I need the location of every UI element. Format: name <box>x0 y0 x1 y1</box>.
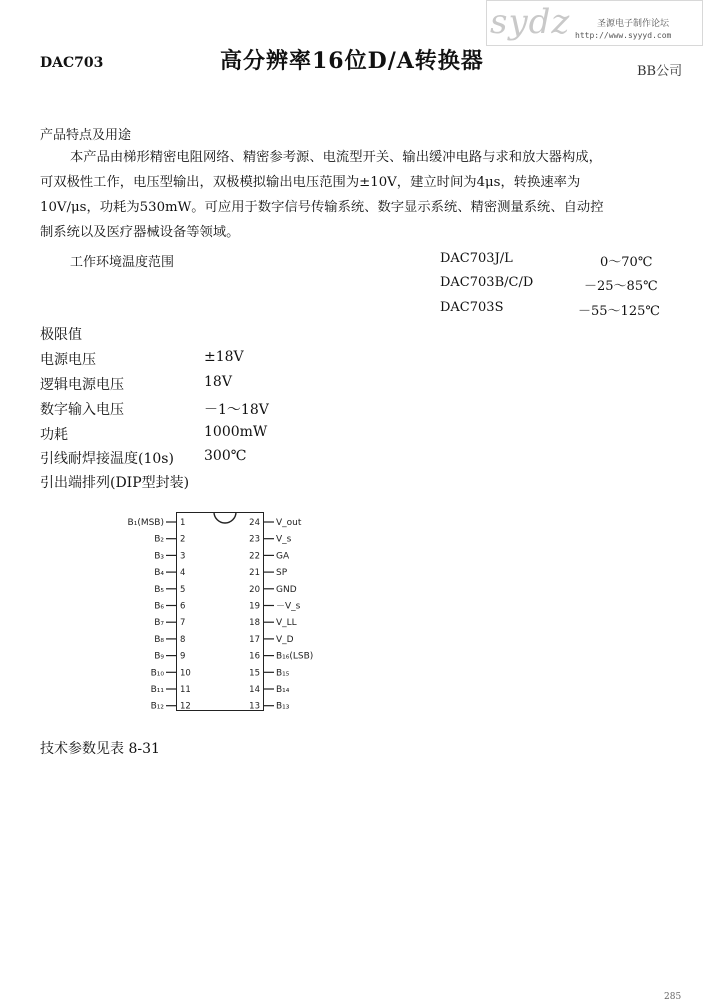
pin-number-13: 13 <box>249 701 260 712</box>
pin-label-16: B₁₆(LSB) <box>276 651 314 662</box>
features-heading: 产品特点及用途 <box>40 128 132 143</box>
pin-number-9: 9 <box>180 651 186 662</box>
limit-value-4: 1000mW <box>204 424 268 440</box>
watermark-url: http://www.syyyd.com <box>575 31 672 40</box>
pin-label-1: B₁(MSB) <box>127 518 164 528</box>
pin-label-4: B₄ <box>154 568 164 579</box>
pin-number-7: 7 <box>180 618 186 629</box>
temp-range-2: －25～85℃ <box>584 279 658 294</box>
ic-notch <box>214 512 236 523</box>
watermark-logo: sydz <box>490 2 571 42</box>
pin-number-18: 18 <box>249 618 260 629</box>
limit-label-4: 功耗 <box>40 427 68 443</box>
limit-label-3: 数字输入电压 <box>40 402 124 418</box>
limit-value-1: ±18V <box>204 349 244 365</box>
pin-number-4: 4 <box>180 568 186 579</box>
pin-number-21: 21 <box>249 568 260 579</box>
pin-number-16: 16 <box>249 651 260 662</box>
pin-label-21: SP <box>276 568 288 579</box>
pin-label-7: B₇ <box>154 618 164 629</box>
temp-range-1: 0～70℃ <box>600 255 653 270</box>
pin-number-10: 10 <box>180 668 191 679</box>
pin-label-22: GA <box>276 551 290 562</box>
pin-label-10: B₁₀ <box>150 668 164 679</box>
watermark-site-name: 圣源电子制作论坛 <box>597 19 670 29</box>
pin-number-8: 8 <box>180 634 186 645</box>
pin-label-17: V_D <box>276 634 294 645</box>
pin-number-15: 15 <box>249 668 260 679</box>
pin-number-12: 12 <box>180 701 191 712</box>
pinout-heading: 引出端排列(DIP型封装) <box>40 475 190 491</box>
pinout-diagram <box>100 505 350 715</box>
pin-label-23: V_s <box>276 534 292 545</box>
limit-value-2: 18V <box>204 374 232 390</box>
pin-number-5: 5 <box>180 584 186 595</box>
temp-model-3: DAC703S <box>440 300 504 315</box>
features-line-1: 本产品由梯形精密电阻网络、精密参考源、电流型开关、输出缓冲电路与求和放大器构成， <box>70 150 602 165</box>
features-line-3: 10V/μs，功耗为530mW。可应用于数字信号传输系统、数字显示系统、精密测量系统、自动控 <box>40 200 604 215</box>
company-name: BB公司 <box>637 64 683 79</box>
pin-label-9: B₉ <box>154 651 164 662</box>
pin-number-3: 3 <box>180 551 186 562</box>
temp-model-1: DAC703J/L <box>440 251 513 266</box>
pin-number-6: 6 <box>180 601 186 612</box>
temp-model-2: DAC703B/C/D <box>440 275 534 290</box>
pin-number-20: 20 <box>249 584 260 595</box>
temp-range-3: －55～125℃ <box>578 304 660 319</box>
pin-number-19: 19 <box>249 601 260 612</box>
pin-number-24: 24 <box>249 518 260 528</box>
limits-heading: 极限值 <box>40 327 82 343</box>
limit-label-5: 引线耐焊接温度(10s) <box>40 451 174 467</box>
pin-label-20: GND <box>276 584 297 595</box>
pin-number-23: 23 <box>249 534 260 545</box>
features-line-4: 制系统以及医疗器械设备等领域。 <box>40 225 240 240</box>
page-number: 285 <box>664 992 682 1002</box>
pin-label-14: B₁₄ <box>276 685 290 695</box>
pin-label-15: B₁₅ <box>276 668 290 679</box>
pin-number-2: 2 <box>180 534 186 545</box>
pin-label-3: B₃ <box>154 551 164 562</box>
page-title: 高分辨率16位D/A转换器 <box>220 48 484 74</box>
reference-note: 技术参数见表 8-31 <box>40 741 160 757</box>
pin-number-11: 11 <box>180 685 191 695</box>
pin-label-6: B₆ <box>154 601 164 612</box>
model-number: DAC703 <box>40 55 104 71</box>
pin-label-8: B₈ <box>154 634 164 645</box>
pin-label-5: B₅ <box>154 584 164 595</box>
pin-number-14: 14 <box>249 685 260 695</box>
pin-label-13: B₁₃ <box>276 701 290 712</box>
pin-label-11: B₁₁ <box>150 685 164 695</box>
limit-value-5: 300℃ <box>204 448 247 464</box>
pin-label-12: B₁₂ <box>150 701 164 712</box>
pin-label-18: V_LL <box>276 618 297 629</box>
pin-label-24: V_out <box>276 518 302 528</box>
features-line-2: 可双极性工作，电压型输出，双极模拟输出电压范围为±10V，建立时间为4μs，转换速率为 <box>40 175 581 190</box>
pin-number-17: 17 <box>249 634 260 645</box>
pin-number-1: 1 <box>180 518 186 528</box>
limit-label-1: 电源电压 <box>40 352 96 368</box>
pin-label-2: B₂ <box>154 534 164 545</box>
pin-label-19: －V_s <box>276 601 301 612</box>
temp-label: 工作环境温度范围 <box>70 255 175 270</box>
pin-number-22: 22 <box>249 551 260 562</box>
limit-value-3: －1～18V <box>204 402 269 418</box>
limit-label-2: 逻辑电源电压 <box>40 377 124 393</box>
